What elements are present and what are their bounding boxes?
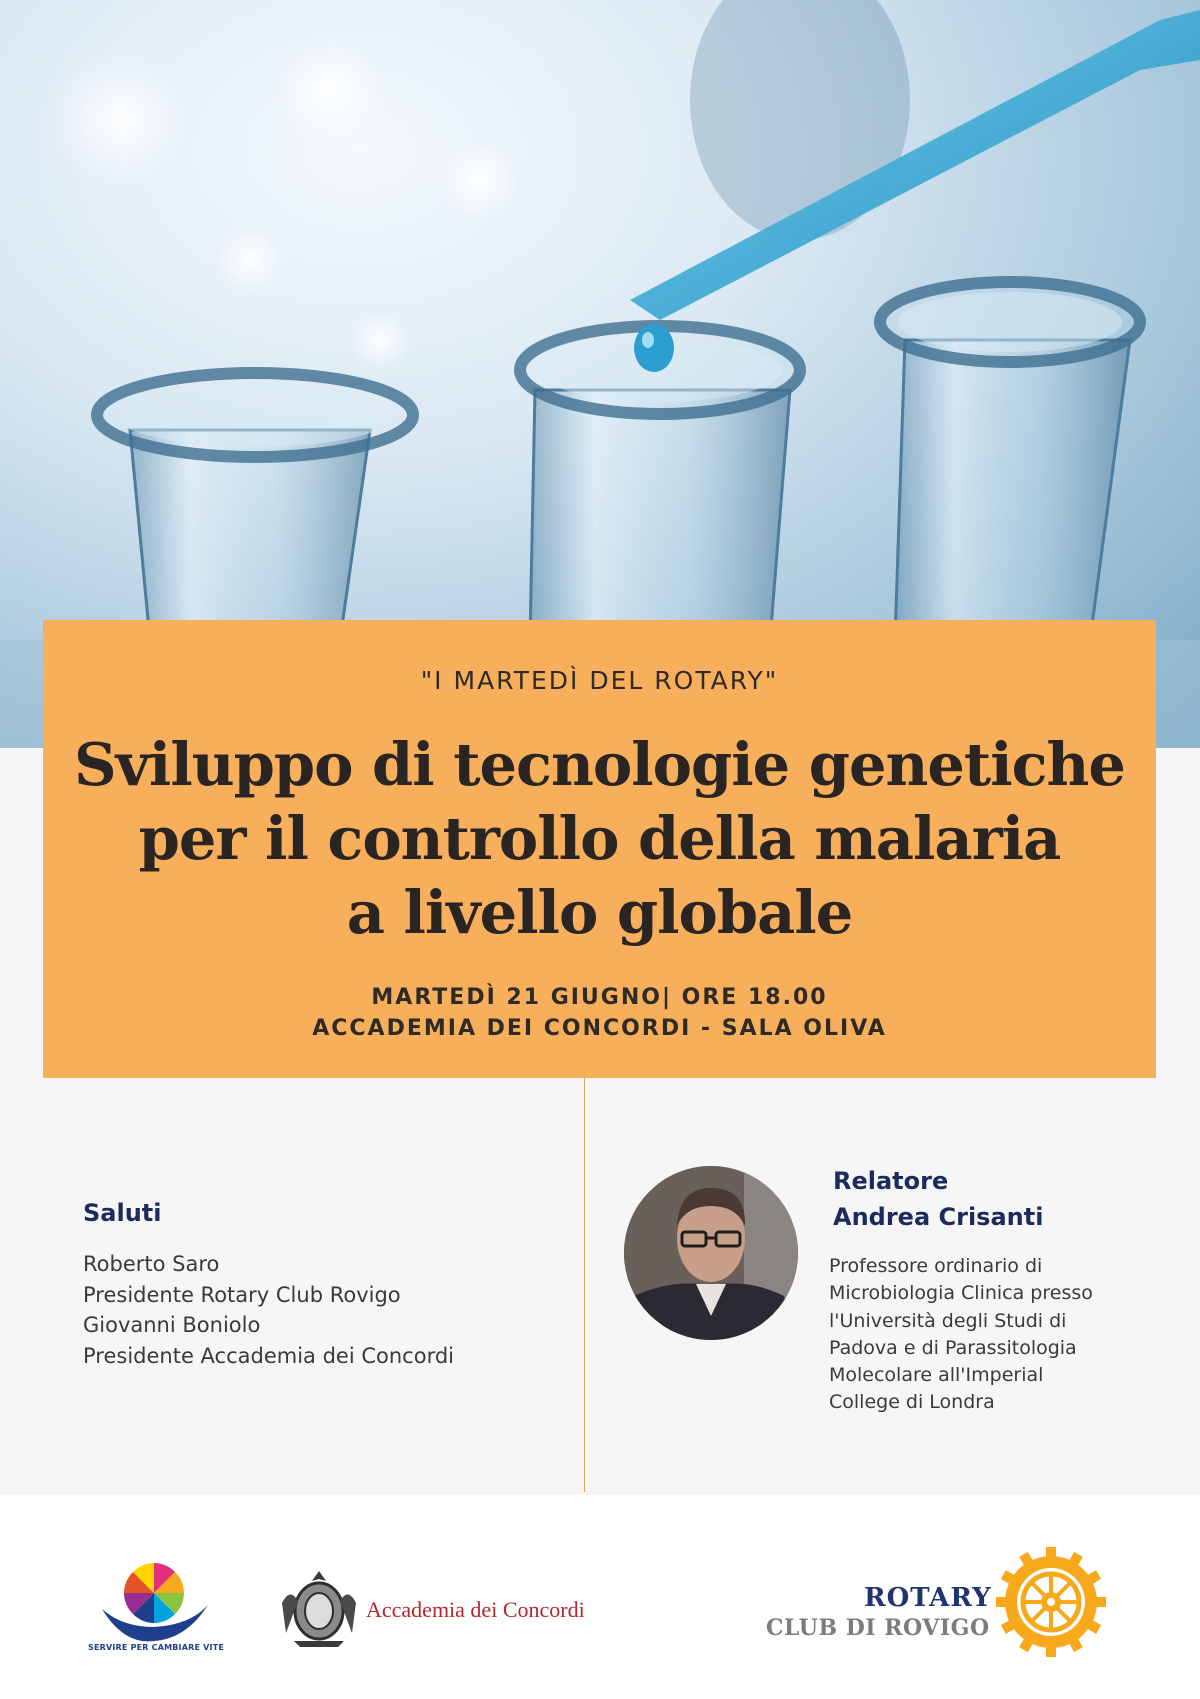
sponsor-footer bbox=[0, 1495, 1200, 1699]
event-card bbox=[43, 620, 1156, 1078]
speaker-avatar bbox=[624, 1166, 798, 1340]
rotary-logo-title: ROTARY bbox=[864, 1583, 992, 1613]
title-line: Sviluppo di tecnologie genetiche bbox=[74, 730, 1125, 799]
speaker-bio bbox=[829, 1253, 1129, 1417]
event-details bbox=[43, 982, 1156, 1044]
speaker-name: Andrea Crisanti bbox=[833, 1203, 1044, 1231]
event-date-time: MARTEDÌ 21 GIUGNO| ORE 18.00 bbox=[371, 985, 828, 1010]
speaker-photo bbox=[624, 1166, 798, 1340]
accademia-emblem-icon bbox=[278, 1567, 360, 1649]
rotary-wheel-icon bbox=[996, 1547, 1106, 1657]
bio-line: College di Londra bbox=[829, 1391, 995, 1414]
series-label: "I MARTEDÌ DEL ROTARY" bbox=[420, 666, 779, 695]
greetings-line: Presidente Rotary Club Rovigo bbox=[83, 1282, 401, 1307]
greetings-line: Roberto Saro bbox=[83, 1252, 220, 1276]
event-venue: ACCADEMIA DEI CONCORDI - SALA OLIVA bbox=[312, 1016, 887, 1041]
bio-line: Microbiologia Clinica presso bbox=[829, 1282, 1093, 1305]
event-title bbox=[43, 728, 1156, 950]
servire-logo-icon bbox=[94, 1559, 214, 1649]
bio-line: Padova e di Parassitologia bbox=[829, 1336, 1077, 1359]
servire-logo-text: SERVIRE PER CAMBIARE VITE bbox=[88, 1643, 225, 1652]
rotary-logo-subtitle: CLUB DI ROVIGO bbox=[766, 1615, 990, 1641]
bio-line: l'Università degli Studi di bbox=[829, 1309, 1067, 1332]
bio-line: Professore ordinario di bbox=[829, 1255, 1043, 1277]
title-line: a livello globale bbox=[346, 878, 853, 947]
greetings-list bbox=[83, 1249, 454, 1371]
accademia-logo-text: Accademia dei Concordi bbox=[366, 1597, 585, 1622]
bio-line: Molecolare all'Imperial bbox=[829, 1364, 1044, 1387]
greetings-line: Presidente Accademia dei Concordi bbox=[83, 1343, 454, 1368]
column-divider bbox=[584, 1078, 585, 1492]
greetings-line: Giovanni Boniolo bbox=[83, 1313, 261, 1337]
speaker-role: Relatore bbox=[833, 1167, 949, 1195]
title-line: per il controllo della malaria bbox=[138, 804, 1061, 873]
greetings-heading: Saluti bbox=[83, 1199, 162, 1227]
